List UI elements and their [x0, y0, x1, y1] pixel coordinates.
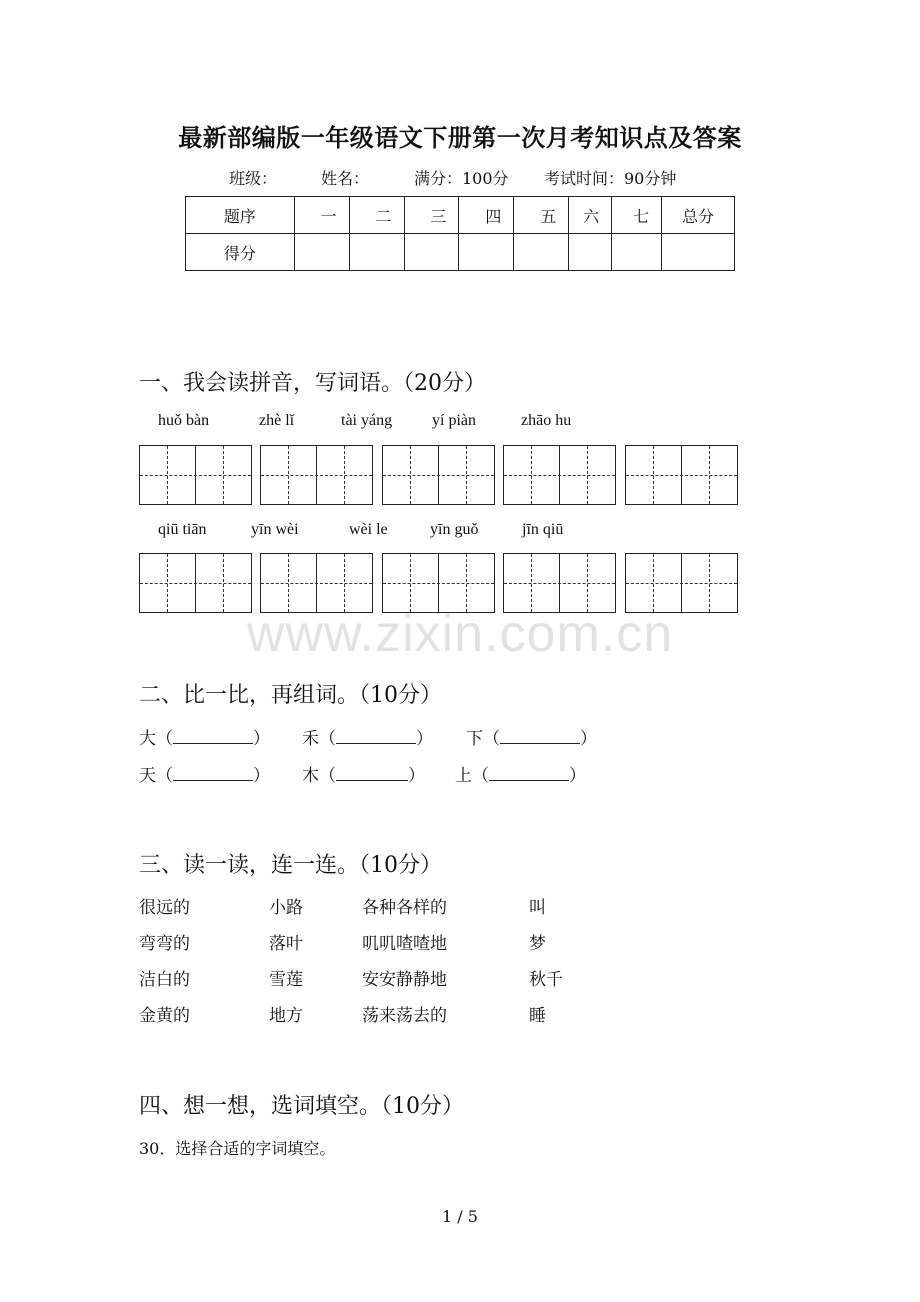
- compare-item: 上（ ）: [455, 766, 586, 786]
- column-header: 六: [569, 197, 612, 234]
- column-header: 三: [404, 197, 459, 234]
- match-left-word[interactable]: 落叶: [269, 934, 303, 954]
- pinyin-label: zhè lǐ: [259, 412, 295, 429]
- column-header: 五: [514, 197, 569, 234]
- pinyin-label: yí piàn: [432, 412, 476, 429]
- score-cell[interactable]: [514, 234, 569, 271]
- writing-grid[interactable]: [503, 445, 616, 505]
- score-table-header-row: [186, 197, 735, 234]
- answer-blank[interactable]: [336, 727, 416, 744]
- total-score-label: 总分: [662, 197, 735, 234]
- score-cell[interactable]: [569, 234, 612, 271]
- question-30-text: 30．选择合适的字词填空。: [139, 1139, 336, 1158]
- compare-item: 禾（ ）: [302, 729, 433, 749]
- pinyin-label: yīn wèi: [251, 521, 299, 538]
- score-cell[interactable]: [349, 234, 404, 271]
- pinyin-label: tài yáng: [341, 412, 393, 429]
- compare-char: 禾: [302, 729, 319, 749]
- score-table: [185, 196, 735, 271]
- answer-blank[interactable]: [500, 727, 580, 744]
- match-left-phrase[interactable]: 很远的: [139, 898, 190, 918]
- section3-title: 三、读一读，连一连。（10分）: [139, 853, 442, 878]
- match-right-phrase[interactable]: 荡来荡去的: [362, 1006, 447, 1026]
- document-title: 最新部编版一年级语文下册第一次月考知识点及答案: [178, 123, 742, 152]
- score-cell[interactable]: [459, 234, 514, 271]
- compare-item: 下（ ）: [466, 729, 597, 749]
- score-table-score-row: [186, 234, 735, 271]
- class-label: 班级：: [229, 169, 278, 188]
- answer-blank[interactable]: [336, 764, 408, 781]
- column-header: 一: [294, 197, 349, 234]
- match-left-phrase[interactable]: 弯弯的: [139, 934, 190, 954]
- score-cell[interactable]: [612, 234, 662, 271]
- compare-char: 天: [139, 766, 156, 786]
- column-header: 二: [349, 197, 404, 234]
- compare-char: 上: [455, 766, 472, 786]
- pinyin-label: wèi le: [349, 521, 388, 538]
- question-order-label: 题序: [186, 197, 295, 234]
- exam-time-label: 考试时间：90分钟: [544, 169, 677, 188]
- writing-grid[interactable]: [260, 445, 373, 505]
- match-left-word[interactable]: 地方: [269, 1006, 303, 1026]
- pinyin-label: zhāo hu: [521, 412, 572, 429]
- compare-char: 木: [302, 766, 319, 786]
- match-right-phrase[interactable]: 叽叽喳喳地: [362, 934, 447, 954]
- compare-item: 大（ ）: [139, 729, 270, 749]
- writing-grid[interactable]: [139, 445, 252, 505]
- section4-title: 四、想一想，选词填空。（10分）: [139, 1094, 464, 1119]
- section2-title: 二、比一比，再组词。（10分）: [139, 683, 442, 708]
- compare-char: 大: [139, 729, 156, 749]
- answer-blank[interactable]: [173, 764, 253, 781]
- name-label: 姓名：: [321, 169, 370, 188]
- pinyin-label: huǒ bàn: [158, 412, 210, 429]
- match-right-word[interactable]: 梦: [529, 934, 546, 954]
- writing-grid[interactable]: [625, 445, 738, 505]
- match-right-word[interactable]: 叫: [529, 898, 546, 918]
- match-right-phrase[interactable]: 各种各样的: [362, 898, 447, 918]
- answer-blank[interactable]: [489, 764, 569, 781]
- column-header: 七: [612, 197, 662, 234]
- compare-item: 天（ ）: [139, 766, 270, 786]
- answer-blank[interactable]: [173, 727, 253, 744]
- compare-char: 下: [466, 729, 483, 749]
- score-cell[interactable]: [662, 234, 735, 271]
- match-right-word[interactable]: 秋千: [529, 970, 563, 990]
- match-right-word[interactable]: 睡: [529, 1006, 546, 1026]
- full-score-label: 满分：100分: [414, 169, 509, 188]
- column-header: 四: [459, 197, 514, 234]
- writing-grid[interactable]: [382, 445, 495, 505]
- section1-title: 一、我会读拼音，写词语。（20分）: [139, 371, 486, 396]
- match-left-word[interactable]: 雪莲: [269, 970, 303, 990]
- pinyin-label: jīn qiū: [522, 521, 564, 538]
- pinyin-label: qiū tiān: [158, 521, 207, 538]
- match-right-phrase[interactable]: 安安静静地: [362, 970, 447, 990]
- score-cell[interactable]: [404, 234, 459, 271]
- match-left-word[interactable]: 小路: [269, 898, 303, 918]
- score-label: 得分: [186, 234, 295, 271]
- pinyin-label: yīn guǒ: [430, 521, 479, 538]
- page-number: 1 / 5: [442, 1207, 478, 1226]
- watermark: www.zixin.com.cn: [246, 605, 674, 663]
- compare-item: 木（ ）: [302, 766, 425, 786]
- match-left-phrase[interactable]: 金黄的: [139, 1006, 190, 1026]
- match-left-phrase[interactable]: 洁白的: [139, 970, 190, 990]
- score-cell[interactable]: [294, 234, 349, 271]
